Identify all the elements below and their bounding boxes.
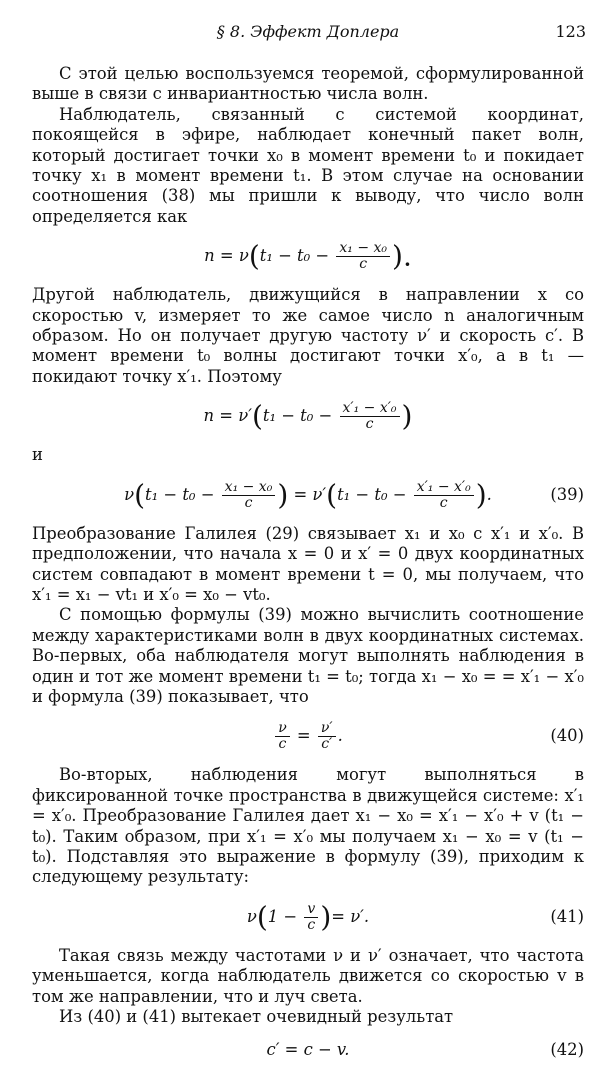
paragraph-5: С помощью формулы (39) можно вычислить соотношение между характеристиками волн в двух координатных системах. Во-первых, оба наблюдателя могут выполнять наблюдения в один и тот же момент времени t₁ = t₀; тогда x₁ − x₀ = = x′₁ − x′₀ и формула (39) показывает, что xyxy=(32,605,584,706)
paragraph-6: Во-вторых, наблюдения могут выполняться в фиксированной точке пространства в движущейся системе: x′₁ = x′₀. Преобразование Галилея дает x₁ − x₀ = x′₁ − x′₀ + v (t₁ − t₀). Таким образом, при x′₁ = x′₀ мы получаем x₁ − x₀ = v (t₁ − t₀). Подставляя это выражение в формулу (39), приходим к следующему результату: xyxy=(32,765,584,887)
eq42-expression: c′ = c − v. xyxy=(266,1040,350,1060)
paragraph-8: Из (40) и (41) вытекает очевидный результат xyxy=(59,1007,454,1026)
eq2-lhs: n = ν′ xyxy=(203,406,252,426)
eq1-t: t₁ − t₀ − xyxy=(259,246,330,266)
page-number: 123 xyxy=(555,22,586,41)
eq1-fraction: $\frac{\text{x₁ − x₀}}{c}$ xyxy=(336,241,390,272)
paragraph-7: Такая связь между частотами ν и ν′ означает, что частота уменьшается, когда наблюдатель движется со скоростью v в том же направлении, что и луч света. xyxy=(32,945,584,1006)
paragraph-4: Преобразование Галилея (29) связывает x₁ и x₀ с x′₁ и x′₀. В предположении, что начала x = 0 и x′ = 0 двух координатных систем совпадают в момент времени t = 0, мы получаем, что x′₁ = x₁ − vt₁ и x′₀ = x₀ − vt₀. xyxy=(32,523,584,604)
equation-39: ν(t₁ − t₀ − $\frac{\text{x₁ − x₀}}{c}$ ) = ν′(t₁ − t₀ − $\frac{\text{x′₁ − x′₀}}{c}$ ). (39) xyxy=(32,474,584,516)
eq2-t: t₁ − t₀ − xyxy=(262,406,333,426)
equation-number-42: (42) xyxy=(550,1040,584,1060)
equation-number-40: (40) xyxy=(550,726,584,746)
equation-40: $\frac{\nu}{c}$ = $\frac{\nu'}{c'}$ . (40) xyxy=(32,715,584,757)
equation-number-39: (39) xyxy=(550,484,584,504)
paragraph-2: Наблюдатель, связанный с системой координат, покоящейся в эфире, наблюдает конечный пакет волн, который достигает точки x₀ в момент времени t₀ и покидает точку x₁ в момент времени t₁. В этом случае на основании соотношения (38) мы пришли к выводу, что число волн определяется как xyxy=(32,104,584,226)
eq2-fraction: $\frac{\text{x′₁ − x′₀}}{c}$ xyxy=(340,401,400,432)
equation-number-41: (41) xyxy=(550,906,584,926)
eq39-left-fraction: $\frac{\text{x₁ − x₀}}{c}$ xyxy=(222,480,276,511)
equation-n: n = ν(t₁ − t₀ − $\frac{\text{x₁ − x₀}}{c}$ ). xyxy=(204,239,412,273)
paragraph-1: С этой целью воспользуемся теоремой, сформулированной выше в связи с инвариантностью числа волн. xyxy=(32,64,584,104)
equation-42 xyxy=(32,1035,584,1065)
section-title: § 8. Эффект Доплера xyxy=(216,22,400,41)
eq40-left-fraction: $\frac{\nu}{c}$ xyxy=(275,721,290,752)
eq1-lhs: n = ν xyxy=(204,246,249,266)
paragraph-3: Другой наблюдатель, движущийся в направлении x со скоростью v, измеряет то же самое число n аналогичным образом. Но он получает другую частоту ν′ и скорость c′. В момент времени t₀ волны достигают точки x′₀, а в t₁ — покидают точку x′₁. Поэтому xyxy=(32,285,584,386)
conjunction-and: и xyxy=(32,445,43,465)
eq41-fraction: $\frac{v}{c}$ xyxy=(304,902,318,933)
text-body xyxy=(32,64,584,1073)
eq40-right-fraction: $\frac{\nu'}{c'}$ xyxy=(318,721,336,752)
eq39-right-fraction: $\frac{\text{x′₁ − x′₀}}{c}$ xyxy=(414,480,474,511)
equation-n-prime: n = ν′(t₁ − t₀ − $\frac{\text{x′₁ − x′₀}}{c}$ ) xyxy=(203,399,413,433)
equation-41: ν(1 − $\frac{v}{c}$ )= ν′. (41) xyxy=(32,896,584,938)
running-header xyxy=(30,22,586,46)
